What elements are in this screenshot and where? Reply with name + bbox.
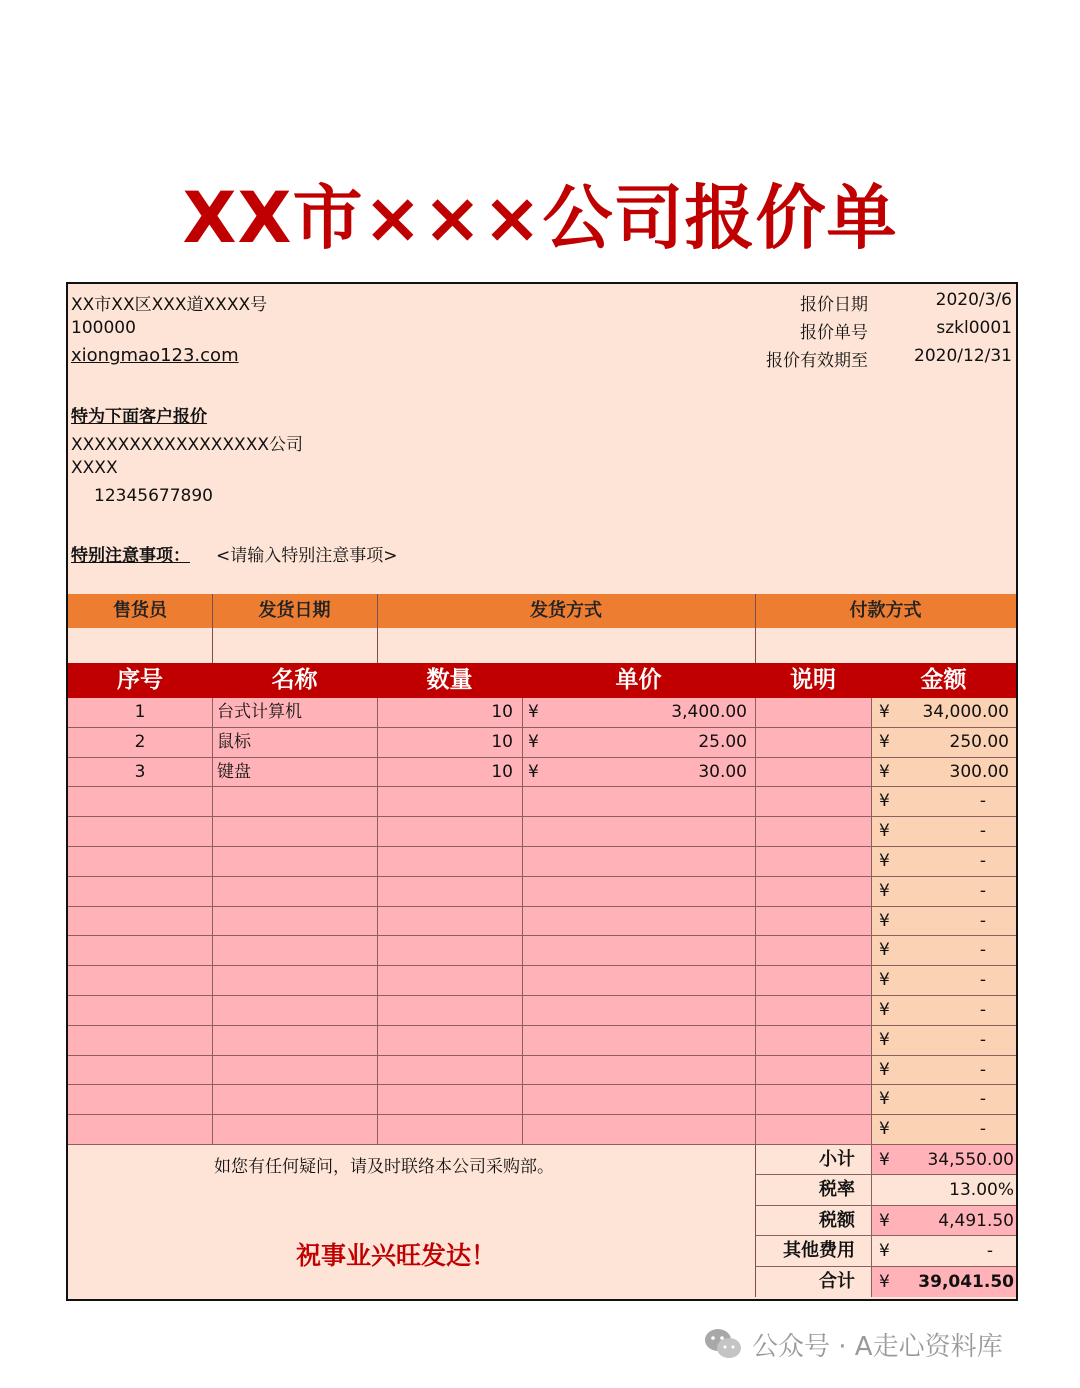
item-no (68, 996, 212, 1026)
item-desc (758, 728, 868, 758)
header-ship-method: 发货方式 (530, 600, 602, 621)
item-amount: - (979, 1029, 986, 1050)
item-desc (758, 936, 868, 966)
amount-currency: ¥ (879, 970, 890, 991)
item-amount: - (979, 910, 986, 931)
item-no (68, 877, 212, 907)
item-no (68, 907, 212, 937)
table-row[interactable] (68, 758, 1016, 788)
item-no (68, 966, 212, 996)
quote-sheet (66, 282, 1018, 1301)
item-price (522, 877, 747, 907)
item-price (522, 817, 747, 847)
table-row[interactable] (68, 907, 1016, 937)
shipping-values-row[interactable] (68, 628, 1016, 663)
totals-value: - (986, 1241, 993, 1262)
totals-currency: ¥ (879, 1271, 890, 1292)
item-qty (377, 1115, 513, 1145)
header-desc: 说明 (790, 667, 836, 693)
item-desc (758, 698, 868, 728)
item-no: 2 (134, 731, 146, 752)
company-address: XX市XX区XXX道XXXX号 (71, 295, 268, 315)
table-row[interactable] (68, 1115, 1016, 1145)
item-no: 1 (134, 702, 146, 722)
item-qty (377, 1085, 513, 1115)
table-row[interactable] (68, 787, 1016, 817)
amount-currency: ¥ (879, 761, 890, 782)
totals-currency: ¥ (879, 1210, 890, 1231)
item-price (522, 936, 747, 966)
company-website[interactable]: xiongmao123.com (71, 345, 239, 366)
item-price (522, 1056, 747, 1086)
watermark-text: 公众号 · A走心资料库 (752, 1332, 1003, 1362)
totals-label: 小计 (819, 1149, 855, 1170)
table-row[interactable] (68, 1026, 1016, 1056)
item-qty (377, 877, 513, 907)
item-name: 台式计算机 (217, 702, 302, 722)
item-price (522, 1085, 747, 1115)
totals-currency: ¥ (879, 1150, 890, 1170)
quote-date-label: 报价日期 (800, 295, 868, 315)
item-qty (377, 787, 513, 817)
item-desc (758, 817, 868, 847)
table-row[interactable] (68, 936, 1016, 966)
amount-currency: ¥ (879, 731, 890, 752)
item-amount: 34,000.00 (922, 702, 1009, 722)
notes-label: 特别注意事项： (71, 546, 190, 566)
item-desc (758, 907, 868, 937)
table-row[interactable] (68, 847, 1016, 877)
table-row[interactable] (68, 1056, 1016, 1086)
item-qty: 10 (491, 761, 513, 782)
item-desc (758, 966, 868, 996)
item-qty (377, 1026, 513, 1056)
header-no: 序号 (117, 667, 163, 693)
header-qty: 数量 (426, 667, 473, 693)
totals-label: 合计 (819, 1270, 855, 1292)
amount-currency: ¥ (879, 940, 890, 961)
table-row[interactable] (68, 966, 1016, 996)
amount-currency: ¥ (879, 1029, 890, 1050)
totals-currency: ¥ (879, 1241, 890, 1262)
table-row[interactable] (68, 996, 1016, 1026)
page-title: XX市×××公司报价单 (182, 177, 898, 259)
totals-row (755, 1267, 1016, 1297)
item-qty (377, 1056, 513, 1086)
item-amount: - (979, 1119, 986, 1140)
customer-contact: XXXX (71, 458, 118, 478)
totals-row (755, 1206, 1016, 1236)
totals-row (755, 1236, 1016, 1266)
item-price (522, 907, 747, 937)
totals-row (755, 1145, 1016, 1175)
totals-row (755, 1175, 1016, 1205)
item-price: 30.00 (698, 761, 747, 782)
item-desc (758, 1056, 868, 1086)
customer-heading: 特为下面客户报价 (71, 407, 207, 427)
item-no (68, 787, 212, 817)
item-name: 键盘 (217, 761, 251, 782)
item-price (522, 847, 747, 877)
table-row[interactable] (68, 817, 1016, 847)
item-qty (377, 847, 513, 877)
item-desc (758, 996, 868, 1026)
item-desc (758, 758, 868, 788)
table-row[interactable] (68, 1085, 1016, 1115)
totals-label: 其他费用 (783, 1240, 855, 1262)
amount-currency: ¥ (879, 702, 890, 722)
amount-currency: ¥ (879, 821, 890, 842)
item-price (522, 966, 747, 996)
quote-valid-value: 2020/12/31 (914, 346, 1012, 366)
header-amount: 金额 (920, 667, 967, 693)
item-no (68, 817, 212, 847)
item-amount: - (979, 1059, 986, 1080)
item-amount: - (979, 970, 986, 991)
item-qty (377, 907, 513, 937)
totals-label: 税额 (819, 1209, 855, 1231)
table-row[interactable] (68, 698, 1016, 728)
item-qty: 10 (491, 731, 513, 752)
item-qty: 10 (491, 702, 513, 722)
quote-no-value: szkl0001 (936, 318, 1012, 338)
inquiry-text: 如您有任何疑问，请及时联络本公司采购部。 (214, 1157, 554, 1177)
wechat-icon (703, 1327, 743, 1361)
item-price: 25.00 (698, 731, 747, 752)
item-desc (758, 787, 868, 817)
item-amount: 300.00 (949, 761, 1009, 782)
item-price (522, 787, 747, 817)
amount-currency: ¥ (879, 910, 890, 931)
amount-currency: ¥ (879, 851, 890, 871)
quote-date-value: 2020/3/6 (935, 290, 1012, 310)
quote-no-label: 报价单号 (800, 323, 868, 343)
price-currency: ¥ (528, 702, 539, 722)
item-amount: - (979, 851, 986, 871)
item-no (68, 936, 212, 966)
table-row[interactable] (68, 877, 1016, 907)
item-price (522, 1115, 747, 1145)
header-name: 名称 (271, 667, 318, 693)
totals-label: 税率 (819, 1179, 855, 1201)
item-no (68, 1056, 212, 1086)
totals-value: 34,550.00 (927, 1150, 1014, 1170)
item-desc (758, 1115, 868, 1145)
item-desc (758, 1085, 868, 1115)
header-ship-date: 发货日期 (258, 600, 331, 621)
item-qty (377, 936, 513, 966)
blessing-text: 祝事业兴旺发达！ (296, 1241, 497, 1270)
quote-valid-label: 报价有效期至 (766, 351, 868, 371)
amount-currency: ¥ (879, 880, 890, 901)
notes-input[interactable]: <请输入特别注意事项> (216, 546, 398, 566)
item-no (68, 847, 212, 877)
item-amount: 250.00 (949, 731, 1009, 752)
item-qty (377, 817, 513, 847)
item-desc (758, 1026, 868, 1056)
item-desc (758, 847, 868, 877)
item-no (68, 1026, 212, 1056)
item-amount: - (979, 791, 986, 812)
item-price (522, 996, 747, 1026)
item-price (522, 1026, 747, 1056)
item-amount: - (979, 1000, 986, 1020)
price-currency: ¥ (528, 761, 539, 782)
customer-phone: 12345677890 (94, 486, 213, 506)
item-amount: - (979, 940, 986, 961)
totals-value: 39,041.50 (918, 1271, 1014, 1292)
item-qty (377, 966, 513, 996)
amount-currency: ¥ (879, 1119, 890, 1140)
item-amount: - (979, 880, 986, 901)
amount-currency: ¥ (879, 791, 890, 812)
item-no: 3 (134, 761, 146, 782)
company-postcode: 100000 (71, 318, 136, 338)
customer-name: XXXXXXXXXXXXXXXXX公司 (71, 435, 303, 455)
totals-value: 4,491.50 (938, 1210, 1014, 1231)
amount-currency: ¥ (879, 1089, 890, 1110)
item-desc (758, 877, 868, 907)
item-amount: - (979, 1089, 986, 1110)
item-no (68, 1085, 212, 1115)
header-price: 单价 (615, 667, 662, 693)
totals-value: 13.00% (949, 1180, 1014, 1201)
item-amount: - (979, 821, 986, 842)
item-qty (377, 996, 513, 1026)
price-currency: ¥ (528, 731, 539, 752)
amount-currency: ¥ (879, 1059, 890, 1080)
table-row[interactable] (68, 728, 1016, 758)
header-salesperson: 售货员 (113, 600, 167, 621)
amount-currency: ¥ (879, 1000, 890, 1020)
item-name: 鼠标 (217, 731, 251, 752)
header-payment: 付款方式 (849, 600, 922, 621)
item-price: 3,400.00 (671, 702, 747, 722)
item-no (68, 1115, 212, 1145)
